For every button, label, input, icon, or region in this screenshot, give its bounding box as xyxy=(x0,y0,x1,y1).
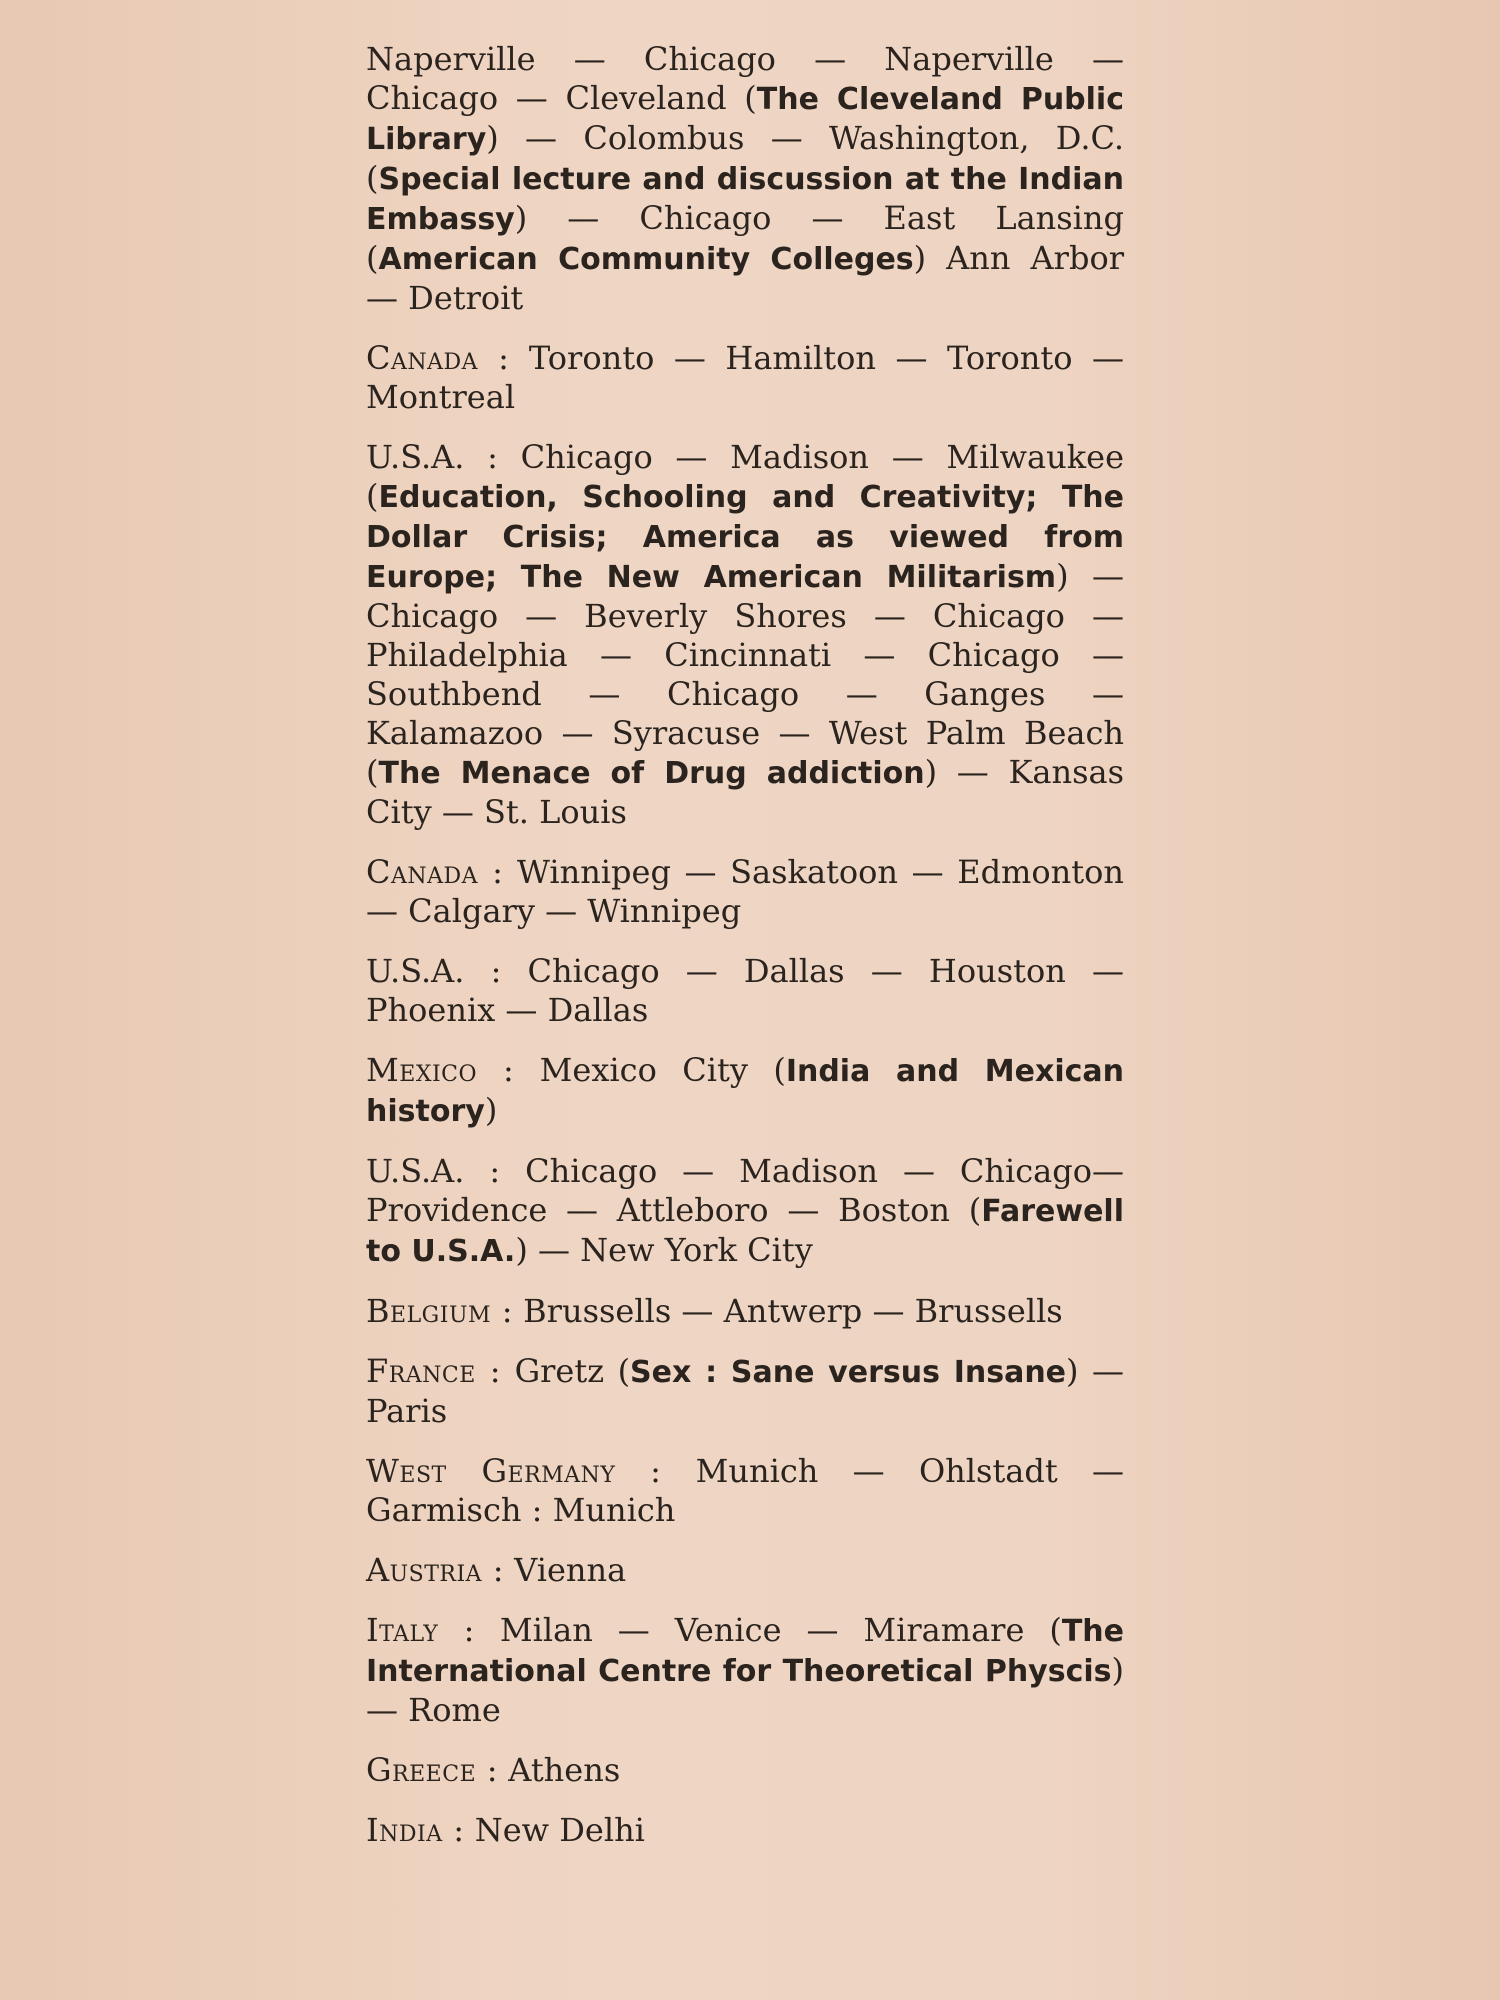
itinerary-entry xyxy=(366,1811,1124,1850)
place-list: Toronto — Hamilton — Toronto — Montreal xyxy=(366,339,1125,416)
place-list: Milan — Venice — Miramare ( xyxy=(474,1611,1062,1649)
place-list: ) — Rome xyxy=(366,1651,1124,1729)
place-list: Brussells — Antwerp — Brussells xyxy=(512,1292,1063,1330)
itinerary-column xyxy=(366,40,1124,1871)
itinerary-entry xyxy=(366,1751,1124,1790)
place-list: ) xyxy=(484,1091,498,1129)
country-label: Canada : xyxy=(366,853,504,891)
lecture-title: India and Mexican history xyxy=(366,1054,1125,1129)
itinerary-entry xyxy=(366,1551,1124,1590)
place-list: Winnipeg — Saskatoon — Edmonton — Calgary — Winnipeg xyxy=(366,853,1124,930)
country-label: West Germany : xyxy=(366,1452,662,1490)
place-list: Athens xyxy=(498,1751,621,1789)
lecture-title: American Community Colleges xyxy=(378,242,914,277)
lecture-title: The Menace of Drug addiction xyxy=(378,756,925,791)
place-list: ) — Chicago — Beverly Shores — Chicago — Philadelphia — Cincinnati — Chicago — Southbend — Chicago — Ganges — Kalamazoo — Syracuse — West Palm Beach ( xyxy=(366,557,1124,791)
country-label: France : xyxy=(366,1352,502,1390)
country-label: Italy : xyxy=(366,1611,475,1649)
place-list: ) — Chicago — East Lansing ( xyxy=(366,199,1124,277)
itinerary-entry xyxy=(366,1051,1124,1131)
itinerary-entry xyxy=(366,853,1124,931)
country-label: Austria : xyxy=(366,1551,504,1589)
place-list: Gretz ( xyxy=(501,1352,631,1390)
place-list: ) — Colombus — Washington, D.C. ( xyxy=(366,119,1124,197)
place-list: Mexico City ( xyxy=(514,1051,786,1089)
lecture-title: Farewell to U.S.A. xyxy=(366,1194,1124,1269)
country-label: Mexico : xyxy=(366,1051,515,1089)
lecture-title: Education, Schooling and Creativity; The Dollar Crisis; America as viewed from Europe; The New American Militarism xyxy=(366,480,1124,595)
place-list: U.S.A. : Chicago — Madison — Chicago— Providence — Attleboro — Boston ( xyxy=(366,1152,1124,1229)
itinerary-entry xyxy=(366,952,1124,1030)
itinerary-entry xyxy=(366,1611,1124,1730)
country-label: Belgium : xyxy=(366,1292,513,1330)
itinerary-entry xyxy=(366,438,1124,832)
country-label: Canada : xyxy=(366,339,510,377)
place-list: ) — New York City xyxy=(515,1231,813,1269)
place-list: ) — Paris xyxy=(366,1352,1124,1430)
itinerary-entry xyxy=(366,1152,1124,1271)
country-label: India : xyxy=(366,1811,465,1849)
itinerary-entry xyxy=(366,1292,1124,1331)
itinerary-entry xyxy=(366,1352,1124,1431)
place-list: ) Ann Arbor — Detroit xyxy=(366,239,1124,317)
lecture-title: The International Centre for Theoretical Physcis xyxy=(366,1614,1124,1689)
place-list: Naperville — Chicago — Naperville — Chicago — Cleveland ( xyxy=(366,40,1124,117)
itinerary-entry xyxy=(366,339,1124,417)
place-list: Vienna xyxy=(504,1551,627,1589)
lecture-title: Special lecture and discussion at the Indian Embassy xyxy=(366,162,1124,237)
lecture-title: Sex : Sane versus Insane xyxy=(630,1355,1067,1390)
itinerary-entry xyxy=(366,40,1124,318)
place-list: U.S.A. : Chicago — Madison — Milwaukee ( xyxy=(366,438,1124,515)
itinerary-entry xyxy=(366,1452,1124,1530)
place-list: U.S.A. : Chicago — Dallas — Houston — Phoenix — Dallas xyxy=(366,952,1124,1029)
lecture-title: The Cleveland Public Library xyxy=(366,82,1124,157)
country-label: Greece : xyxy=(366,1751,499,1789)
place-list: Munich — Ohlstadt — Garmisch : Munich xyxy=(366,1452,1124,1529)
place-list: ) — Kansas City — St. Louis xyxy=(366,753,1125,831)
place-list: New Delhi xyxy=(464,1811,645,1849)
